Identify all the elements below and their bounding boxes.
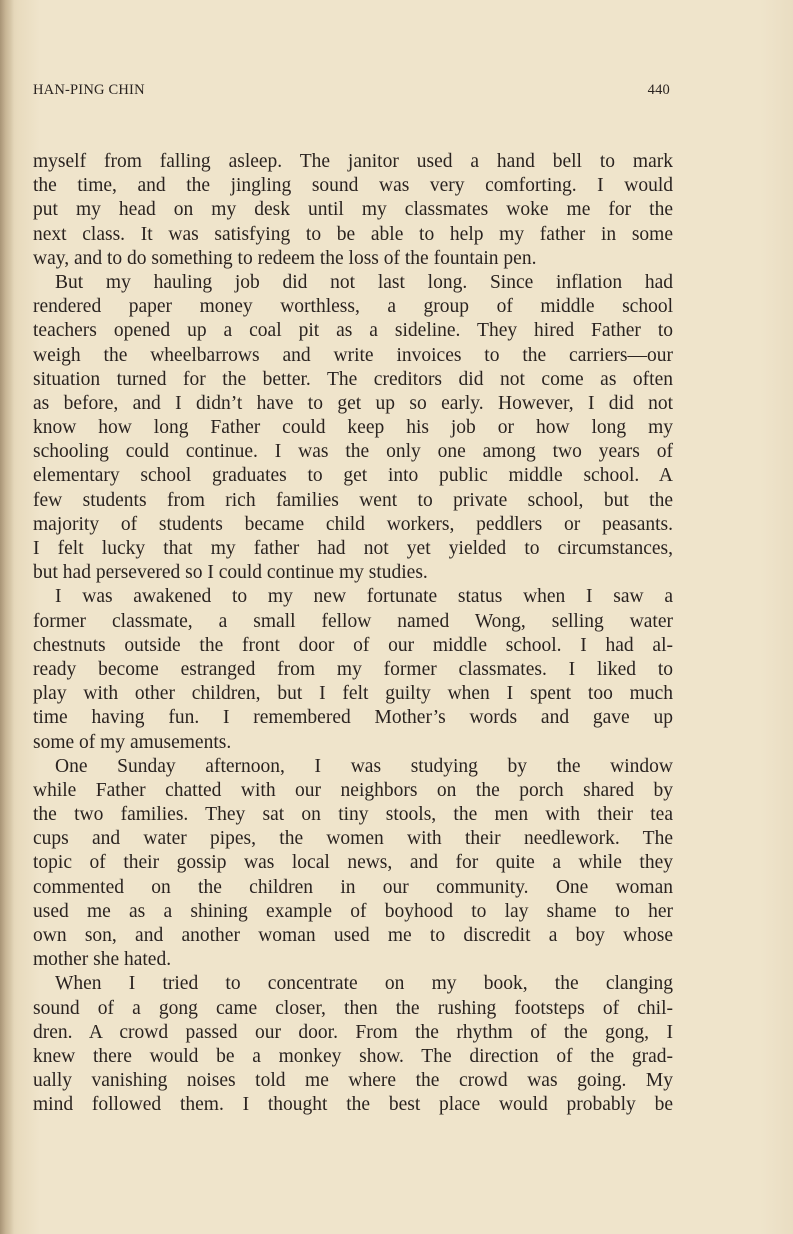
text-line: chestnuts outside the front door of our middle school. I had al- bbox=[33, 634, 673, 656]
text-line: former classmate, a small fellow named Wong, selling water bbox=[33, 610, 673, 632]
text-line: put my head on my desk until my classmates woke me for the bbox=[33, 199, 673, 221]
text-line: few students from rich families went to private school, but the bbox=[33, 489, 673, 511]
text-line: I felt lucky that my father had not yet yielded to circumstances, bbox=[33, 538, 673, 559]
page-number: 440 bbox=[647, 82, 670, 98]
text-line: When I tried to concentrate on my book, the clanging bbox=[55, 973, 673, 995]
running-head bbox=[33, 82, 670, 102]
text-line: schooling could continue. I was the only one among two years of bbox=[33, 441, 673, 463]
text-line: One Sunday afternoon, I was studying by the window bbox=[55, 755, 673, 777]
text-line: as before, and I didn’t have to get up so early. However, I did not bbox=[33, 392, 673, 414]
text-line: the two families. They sat on tiny stools, the men with their tea bbox=[33, 804, 673, 826]
text-line: way, and to do something to redeem the loss of the fountain pen. bbox=[33, 247, 537, 269]
text-line: ually vanishing noises told me where the crowd was going. My bbox=[33, 1070, 673, 1092]
text-line: own son, and another woman used me to discredit a boy whose bbox=[33, 925, 673, 946]
text-line: time having fun. I remembered Mother’s words and gave up bbox=[33, 707, 673, 729]
text-line: situation turned for the better. The creditors did not come as often bbox=[33, 368, 673, 390]
text-line: mother she hated. bbox=[33, 949, 172, 971]
text-line: commented on the children in our community. One woman bbox=[33, 876, 673, 898]
text-line: knew there would be a monkey show. The direction of the grad- bbox=[33, 1045, 673, 1067]
text-line: I was awakened to my new fortunate status when I saw a bbox=[55, 586, 673, 608]
text-line: But my hauling job did not last long. Since inflation had bbox=[55, 271, 673, 293]
text-line: dren. A crowd passed our door. From the rhythm of the gong, I bbox=[33, 1021, 673, 1043]
binding-edge bbox=[0, 0, 14, 1234]
text-line: play with other children, but I felt guilty when I spent too much bbox=[33, 683, 673, 705]
text-line: but had persevered so I could continue my studies. bbox=[33, 562, 428, 584]
text-line: myself from falling asleep. The janitor used a hand bell to mark bbox=[33, 151, 673, 172]
text-line: majority of students became child workers, peddlers or peasants. bbox=[33, 513, 673, 535]
text-line: rendered paper money worthless, a group of middle school bbox=[33, 296, 673, 318]
text-line: mind followed them. I thought the best place would probably be bbox=[33, 1094, 673, 1116]
text-line: weigh the wheelbarrows and write invoices to the carriers—our bbox=[33, 344, 673, 366]
text-line: know how long Father could keep his job or how long my bbox=[33, 417, 673, 439]
body-text bbox=[33, 150, 673, 1118]
text-line: teachers opened up a coal pit as a sideline. They hired Father to bbox=[33, 320, 673, 342]
text-line: ready become estranged from my former classmates. I liked to bbox=[33, 658, 673, 680]
text-line: sound of a gong came closer, then the rushing footsteps of chil- bbox=[33, 997, 673, 1019]
text-line: cups and water pipes, the women with their needlework. The bbox=[33, 828, 673, 850]
text-line: some of my amusements. bbox=[33, 731, 232, 753]
text-line: topic of their gossip was local news, and for quite a while they bbox=[33, 852, 673, 874]
text-line: while Father chatted with our neighbors on the porch shared by bbox=[33, 779, 673, 801]
running-head-author: HAN-PING CHIN bbox=[33, 82, 145, 98]
text-line: the time, and the jingling sound was very comforting. I would bbox=[33, 175, 673, 197]
text-line: elementary school graduates to get into public middle school. A bbox=[33, 465, 673, 487]
text-line: next class. It was satisfying to be able to help my father in some bbox=[33, 223, 673, 245]
text-line: used me as a shining example of boyhood to lay shame to her bbox=[33, 900, 673, 922]
